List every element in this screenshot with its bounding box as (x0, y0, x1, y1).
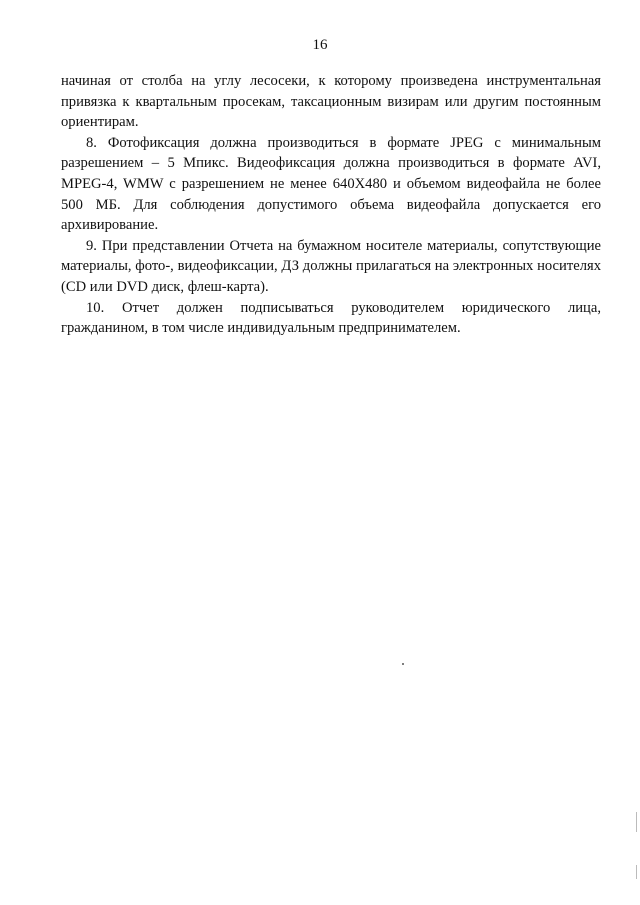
scan-edge-mark (636, 865, 637, 879)
paragraph-continuation: начиная от столба на углу лесосеки, к которому произведена инструментальная привязка к квартальным просекам, таксационным визирам или другим постоянным ориентирам. (61, 73, 601, 131)
page-number: 16 (312, 37, 328, 53)
scan-speck (402, 663, 404, 665)
paragraph-item-8: 8. Фотофиксация должна производиться в формате JPEG с минимальным разрешением – 5 Мпикс. Видеофиксация должна производиться в формате AVI, MPEG-4, WMW с разрешением не менее 640X480 и объемом видеофайла не более 500 МБ. Для соблюдения допустимого объема видеофайла допускается его архивирование. (61, 134, 601, 234)
scan-edge-mark (636, 812, 637, 832)
document-body (61, 71, 601, 339)
paragraph-item-10: 10. Отчет должен подписываться руководителем юридического лица, гражданином, в том числе индивидуальным предпринимателем. (61, 299, 601, 337)
paragraph-item-9: 9. При представлении Отчета на бумажном носителе материалы, сопутствующие материалы, фото-, видеофиксации, ДЗ должны прилагаться на электронных носителях (CD или DVD диск, флеш-карта). (61, 237, 601, 295)
